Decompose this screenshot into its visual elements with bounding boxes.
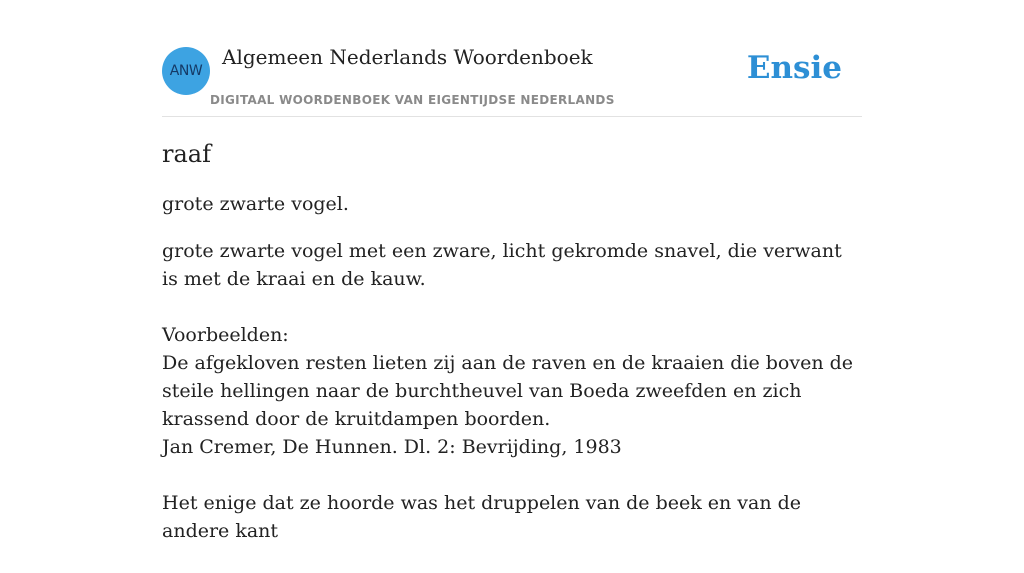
entry-word: raaf <box>162 140 211 168</box>
header <box>162 0 862 117</box>
entry-content <box>162 138 862 573</box>
dictionary-title[interactable]: Algemeen Nederlands Woordenboek <box>222 45 593 69</box>
anw-logo[interactable] <box>162 47 210 95</box>
example-text: De afgekloven resten lieten zij aan de raven en de kraaien die boven de steile hellingen naar de burchtheuvel van Boeda zweefden en zich krassend door de kruitdampen boorden. <box>162 352 854 430</box>
examples-heading: Voorbeelden: <box>162 324 289 346</box>
example-item <box>162 489 862 545</box>
ensie-logo[interactable]: Ensie <box>746 50 842 86</box>
examples-section <box>162 321 862 545</box>
example-source: Jan Cremer, De Hunnen. Dl. 2: Bevrijding, 1983 <box>162 436 622 458</box>
dictionary-subtitle: DIGITAAL WOORDENBOEK VAN EIGENTIJDSE NEDERLANDS <box>210 93 615 107</box>
short-definition: grote zwarte vogel. <box>162 193 349 215</box>
logo-text: ANW <box>169 63 203 79</box>
example-text: Het enige dat ze hoorde was het druppelen van de beek en van de andere kant <box>162 492 802 542</box>
example-item <box>162 349 862 461</box>
long-definition: grote zwarte vogel met een zware, licht gekromde snavel, die verwant is met de kraai en de kauw. <box>162 240 842 290</box>
